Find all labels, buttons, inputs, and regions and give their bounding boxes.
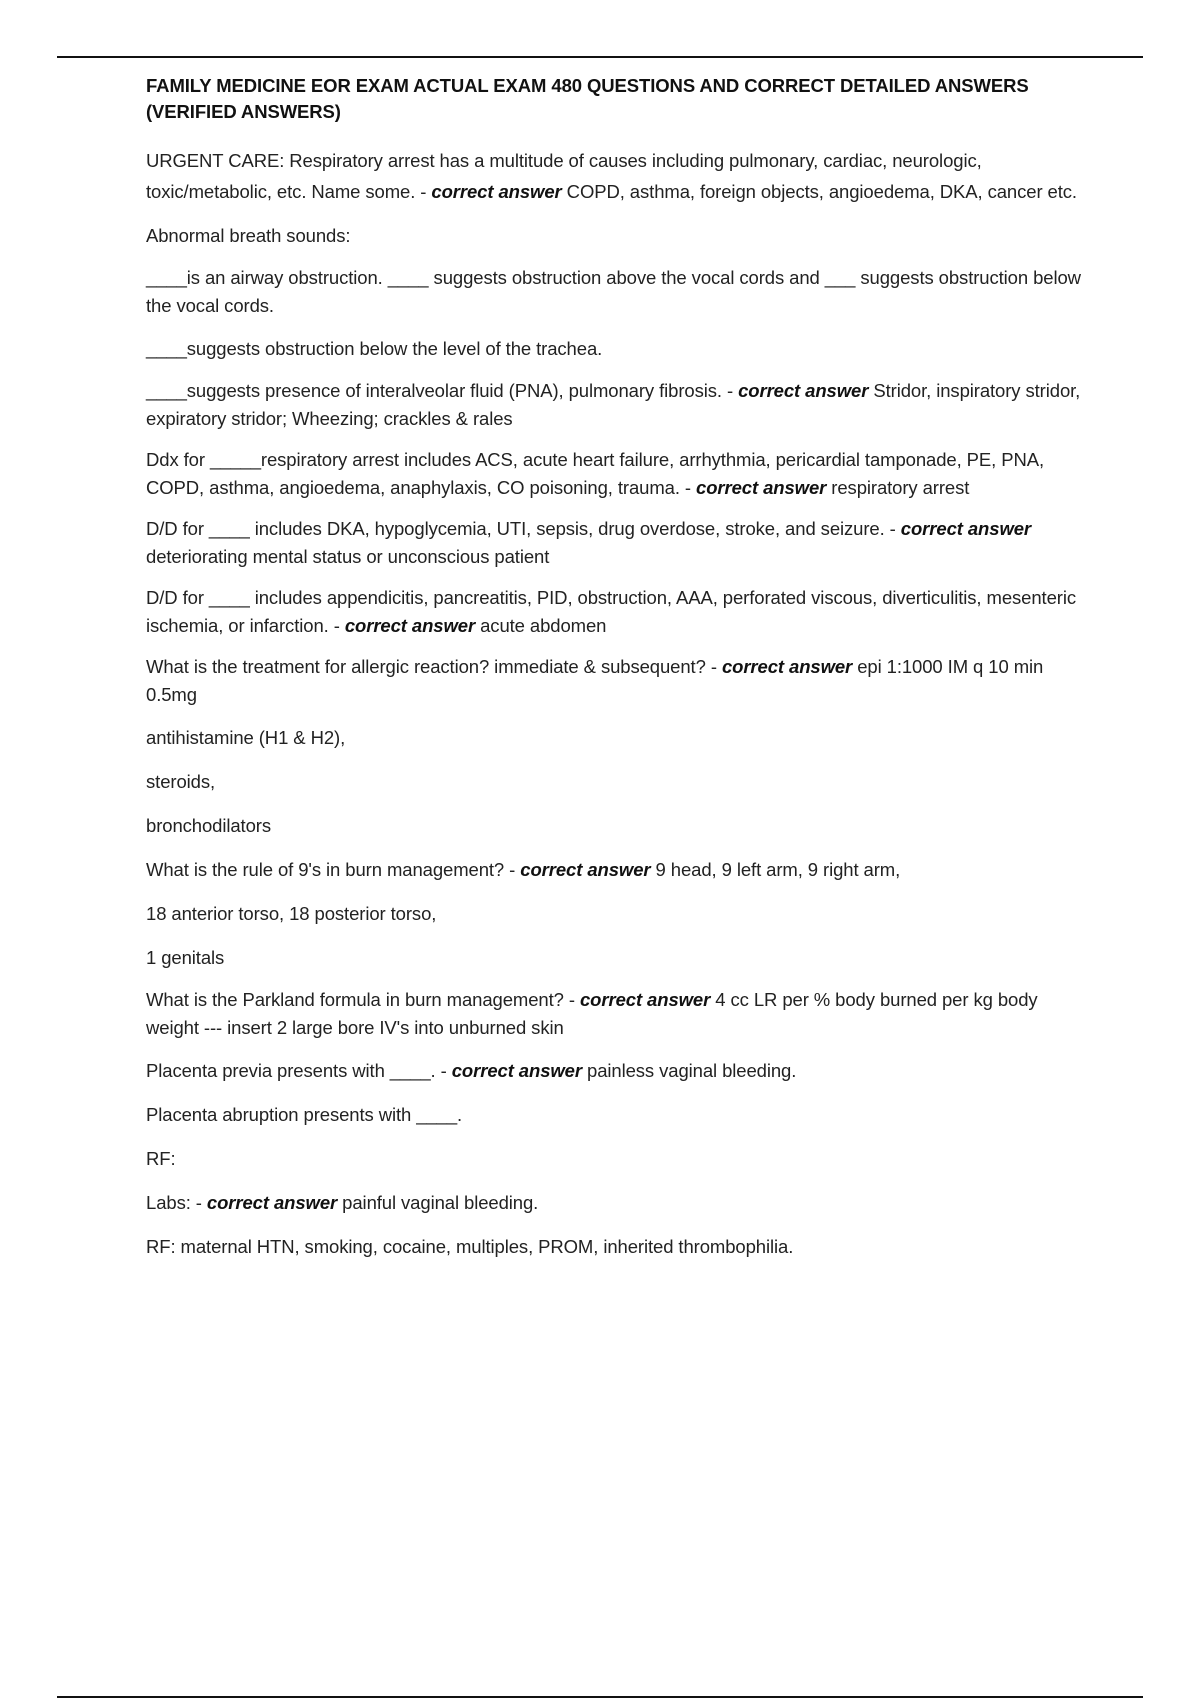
question-text: Labs: - <box>146 1192 207 1213</box>
qa-paragraph <box>146 1187 1086 1218</box>
qa-paragraph <box>146 653 1086 709</box>
text-paragraph <box>146 264 1086 320</box>
question-text: What is the rule of 9's in burn management? - <box>146 859 521 880</box>
paragraph-text: steroids, <box>146 771 216 792</box>
answer-text: COPD, asthma, foreign objects, angioedema, DKA, cancer etc. <box>561 181 1077 202</box>
answer-text: deteriorating mental status or unconscious patient <box>146 518 1037 567</box>
answer-text: respiratory arrest <box>826 477 970 498</box>
answer-text: epi 1:1000 IM q 10 min 0.5mg <box>146 656 1049 705</box>
answer-text: 9 head, 9 left arm, 9 right arm, <box>650 859 901 880</box>
qa-paragraph <box>146 145 1086 207</box>
text-paragraph <box>146 898 1086 929</box>
text-paragraph <box>146 1099 1086 1130</box>
answer-marker: correct answer <box>696 477 827 498</box>
qa-paragraph <box>146 515 1086 571</box>
answer-marker: correct answer <box>738 380 869 401</box>
answer-text: 4 cc LR per % body burned per kg body weight --- insert 2 large bore IV's into unburned skin <box>146 989 1043 1038</box>
answer-text: acute abdomen <box>475 615 607 636</box>
paragraph-text: Placenta abruption presents with ____. <box>146 1104 463 1125</box>
question-text: D/D for ____ includes DKA, hypoglycemia, UTI, sepsis, drug overdose, stroke, and seizure. - <box>146 518 901 539</box>
top-rule <box>57 56 1143 58</box>
text-paragraph <box>146 333 1086 364</box>
document-body <box>146 73 1086 1275</box>
question-text: URGENT CARE: Respiratory arrest has a multitude of causes including pulmonary, cardiac, neurologic, toxic/metabolic, etc. Name some. - <box>146 150 987 202</box>
question-text: What is the treatment for allergic reaction? immediate & subsequent? - <box>146 656 722 677</box>
answer-marker: correct answer <box>451 1060 582 1081</box>
qa-paragraph <box>146 377 1086 433</box>
paragraph-text: ____is an airway obstruction. ____ suggests obstruction above the vocal cords and ___ suggests obstruction below the vocal cords. <box>146 267 1086 316</box>
text-paragraph <box>146 1143 1086 1174</box>
paragraph-text: Abnormal breath sounds: <box>146 225 351 246</box>
document-title <box>146 73 1086 125</box>
title-line-2: (VERIFIED ANSWERS) <box>146 101 341 122</box>
qa-paragraph <box>146 446 1086 502</box>
answer-marker: correct answer <box>900 518 1032 539</box>
paragraph-text: ____suggests obstruction below the level of the trachea. <box>146 338 603 359</box>
qa-paragraph <box>146 1055 1086 1086</box>
answer-text: Stridor, inspiratory stridor, expiratory stridor; Wheezing; crackles & rales <box>146 380 1086 429</box>
paragraph-text: 1 genitals <box>146 947 225 968</box>
paragraph-text: bronchodilators <box>146 815 271 836</box>
answer-marker: correct answer <box>344 615 476 636</box>
answer-text: painless vaginal bleeding. <box>581 1060 797 1081</box>
answer-text: painful vaginal bleeding. <box>337 1192 539 1213</box>
text-paragraph <box>146 942 1086 973</box>
answer-marker: correct answer <box>206 1192 338 1213</box>
qa-paragraph <box>146 986 1086 1042</box>
text-paragraph <box>146 722 1086 753</box>
text-paragraph <box>146 1231 1086 1262</box>
answer-marker: correct answer <box>431 181 562 202</box>
question-text: Ddx for _____respiratory arrest includes ACS, acute heart failure, arrhythmia, pericardial tamponade, PE, PNA, COPD, asthma, angioedema, anaphylaxis, CO poisoning, trauma. - <box>146 449 1050 498</box>
title-line-1: FAMILY MEDICINE EOR EXAM ACTUAL EXAM 480 QUESTIONS AND CORRECT DETAILED ANSWERS <box>146 75 1029 96</box>
paragraph-text: 18 anterior torso, 18 posterior torso, <box>146 903 437 924</box>
question-text: Placenta previa presents with ____. - <box>146 1060 452 1081</box>
text-paragraph <box>146 810 1086 841</box>
question-text: D/D for ____ includes appendicitis, pancreatitis, PID, obstruction, AAA, perforated viscous, diverticulitis, mesenteric ischemia, or infarction. - <box>146 587 1082 636</box>
text-paragraph <box>146 220 1086 251</box>
paragraph-text: RF: <box>146 1148 176 1169</box>
paragraph-text: antihistamine (H1 & H2), <box>146 727 346 748</box>
bottom-rule <box>57 1696 1143 1698</box>
answer-marker: correct answer <box>721 656 853 677</box>
question-text: What is the Parkland formula in burn management? - <box>146 989 580 1010</box>
qa-paragraph <box>146 854 1086 885</box>
question-text: ____suggests presence of interalveolar fluid (PNA), pulmonary fibrosis. - <box>146 380 739 401</box>
answer-marker: correct answer <box>579 989 711 1010</box>
text-paragraph <box>146 766 1086 797</box>
qa-paragraph <box>146 584 1086 640</box>
answer-marker: correct answer <box>520 859 651 880</box>
paragraph-text: RF: maternal HTN, smoking, cocaine, multiples, PROM, inherited thrombophilia. <box>146 1236 794 1257</box>
